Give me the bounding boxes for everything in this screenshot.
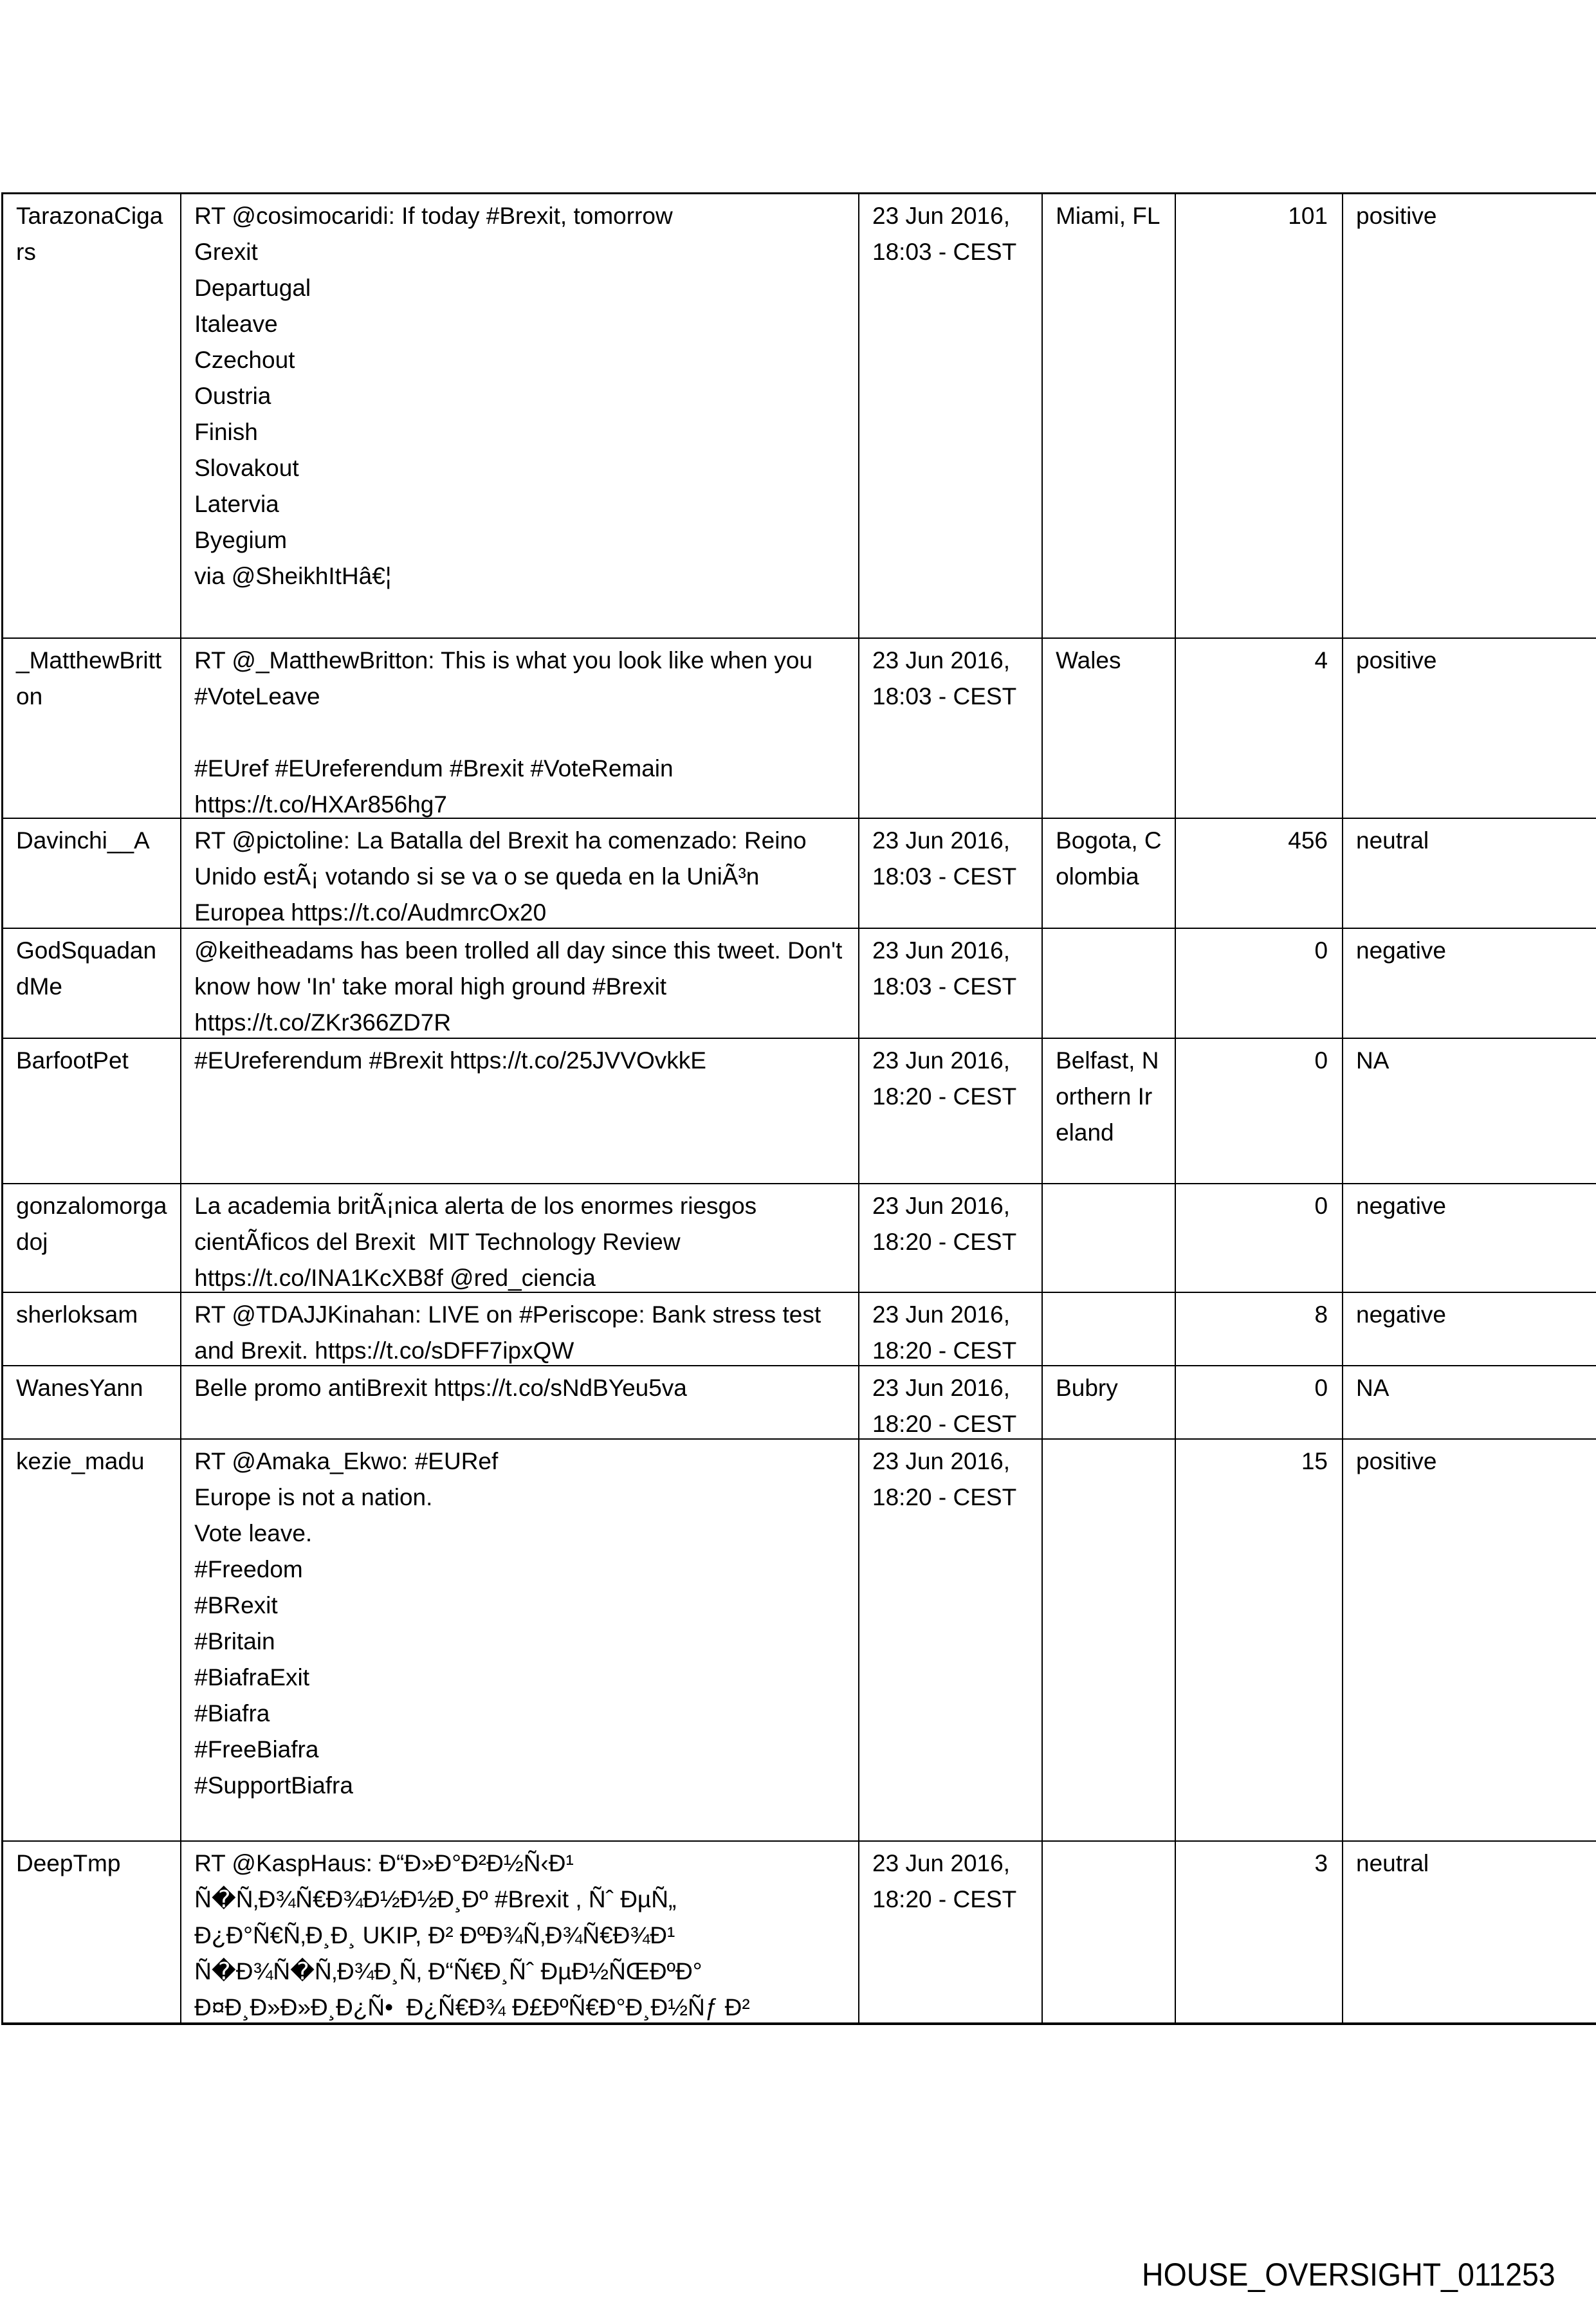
cell-location: Wales [1043,639,1176,818]
table-row [3,1842,1596,2025]
cell-date: 23 Jun 2016, 18:20 - CEST [859,1440,1043,1840]
cell-user: gonzalomorgadoj [3,1184,181,1292]
cell-sentiment: NA [1356,1375,1390,1401]
cell-location [1043,929,1176,1038]
bates-number: HOUSE_OVERSIGHT_011253 [1142,2257,1555,2293]
cell-location: Belfast, Northern Ireland [1043,1039,1176,1183]
cell-sentiment: positive [1356,1448,1437,1474]
cell-location: Bogota, Colombia [1043,819,1176,928]
cell-date: 23 Jun 2016, 18:03 - CEST [859,639,1043,818]
cell-tweet-text: RT @pictoline: La Batalla del Brexit ha comenzado: Reino Unido estÃ¡ votando si se va o se queda en la UniÃ³n Europea https://t.co/AudmrcOx20 [181,819,859,928]
table-row [3,1184,1596,1293]
table-row [3,1039,1596,1184]
cell-count: 15 [1176,1440,1343,1840]
cell-count: 101 [1176,194,1343,637]
cell-location: Miami, FL [1043,194,1176,637]
cell-count: 8 [1176,1293,1343,1365]
cell-tweet-text: Belle promo antiBrexit https://t.co/sNdBYeu5va [181,1366,859,1438]
cell-user: GodSquadandMe [3,929,181,1038]
table-row [3,639,1596,819]
cell-date: 23 Jun 2016, 18:20 - CEST [859,1039,1043,1183]
cell-user: BarfootPet [3,1039,181,1183]
cell-user: Davinchi__A [3,819,181,928]
cell-tweet-text: RT @TDAJJKinahan: LIVE on #Periscope: Bank stress test and Brexit. https://t.co/sDFF7ipxQW [181,1293,859,1365]
table-row [3,929,1596,1039]
cell-location [1043,1440,1176,1840]
cell-count: 0 [1176,1184,1343,1292]
cell-tweet-text: RT @KaspHaus: Ð“Ð»Ð°Ð²Ð½Ñ‹Ð¹ Ñ�Ñ‚Ð¾Ñ€Ð¾Ð½Ð½Ð¸Ðº #Brexit , Ñˆ ÐµÑ„ Ð¿Ð°Ñ€Ñ‚Ð¸Ð¸ UKIP, Ð² ÐºÐ¾Ñ‚Ð¾Ñ€Ð¾Ð¹ Ñ�Ð¾Ñ�Ñ‚Ð¾Ð¸Ñ‚ Ð“Ñ€Ð¸Ñˆ ÐµÐ½ÑŒÐºÐ° Ð¤Ð¸Ð»Ð»Ð¸Ð¿Ñ• Ð¿Ñ€Ð¾ Ð£ÐºÑ€Ð°Ð¸Ð½Ñƒ Ð² [181,1842,859,2022]
cell-tweet-text: @keitheadams has been trolled all day since this tweet. Don't know how 'In' take moral high ground #Brexit https://t.co/ZKr366ZD7R [181,929,859,1038]
cell-user: WanesYann [3,1366,181,1438]
cell-user: DeepTmp [3,1842,181,2022]
cell-date: 23 Jun 2016, 18:20 - CEST [859,1842,1043,2022]
cell-date: 23 Jun 2016, 18:20 - CEST [859,1366,1043,1438]
cell-location: Bubry [1043,1366,1176,1438]
table-row [3,1293,1596,1366]
cell-user: sherloksam [3,1293,181,1365]
cell-user: _MatthewBritton [3,639,181,818]
cell-count: 3 [1176,1842,1343,2022]
cell-tweet-text: RT @Amaka_Ekwo: #EURef Europe is not a nation. Vote leave. #Freedom #BRexit #Britain #BiafraExit #Biafra #FreeBiafra #SupportBiafra [181,1440,859,1840]
cell-tweet-text: RT @_MatthewBritton: This is what you look like when you #VoteLeave #EUref #EUreferendum #Brexit #VoteRemain https://t.co/HXAr856hg7 [181,639,859,818]
table-row [3,1440,1596,1842]
cell-date: 23 Jun 2016, 18:03 - CEST [859,194,1043,637]
cell-date: 23 Jun 2016, 18:03 - CEST [859,819,1043,928]
cell-sentiment: positive [1356,647,1437,674]
cell-count: 456 [1176,819,1343,928]
cell-count: 4 [1176,639,1343,818]
cell-date: 23 Jun 2016, 18:20 - CEST [859,1293,1043,1365]
cell-date: 23 Jun 2016, 18:03 - CEST [859,929,1043,1038]
table-row [3,194,1596,639]
cell-date: 23 Jun 2016, 18:20 - CEST [859,1184,1043,1292]
cell-count: 0 [1176,1039,1343,1183]
cell-sentiment: negative [1356,1301,1446,1328]
cell-location [1043,1842,1176,2022]
cell-sentiment: positive [1356,203,1437,229]
cell-tweet-text: #EUreferendum #Brexit https://t.co/25JVVOvkkE [181,1039,859,1183]
cell-user: kezie_madu [3,1440,181,1840]
cell-sentiment: NA [1356,1047,1390,1074]
cell-location [1043,1293,1176,1365]
table-row [3,1366,1596,1440]
table-row [3,819,1596,929]
cell-count: 0 [1176,1366,1343,1438]
cell-count: 0 [1176,929,1343,1038]
cell-location [1043,1184,1176,1292]
cell-sentiment: negative [1356,1193,1446,1219]
cell-sentiment: neutral [1356,1850,1429,1876]
cell-tweet-text: La academia britÃ¡nica alerta de los enormes riesgos cientÃficos del Brexit MIT Technology Review https://t.co/INA1KcXB8f @red_ciencia [181,1184,859,1292]
cell-user: TarazonaCigars [3,194,181,637]
cell-tweet-text: RT @cosimocaridi: If today #Brexit, tomorrow Grexit Departugal Italeave Czechout Oustria Finish Slovakout Latervia Byegium via @SheikhItHâ€¦ [181,194,859,637]
cell-sentiment: neutral [1356,827,1429,854]
tweets-table [1,192,1596,2025]
cell-sentiment: negative [1356,937,1446,964]
